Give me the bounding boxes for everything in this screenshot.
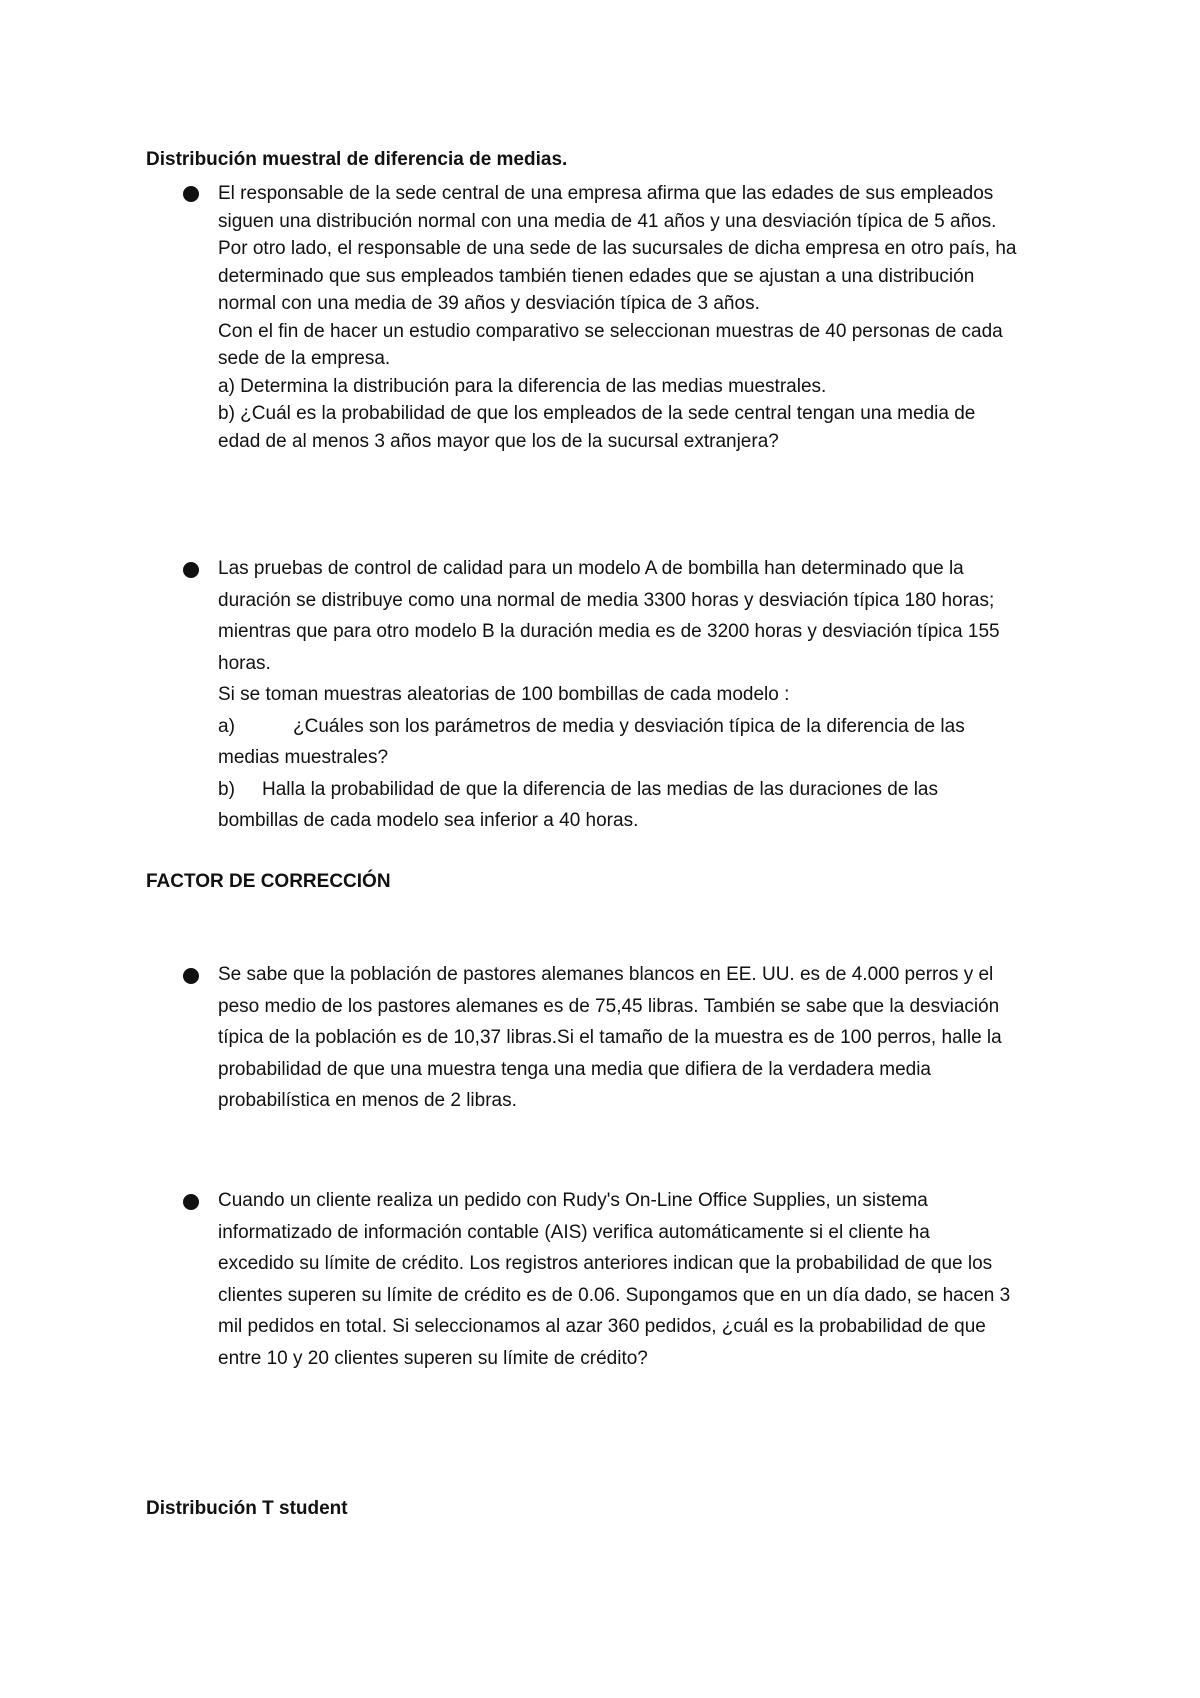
- problem-1-text: El responsable de la sede central de una empresa afirma que las edades de sus empleados siguen una distribución normal con una media de 41 años y una desviación típica de 5 años. Por otro lado, el responsable de una sede de las sucursales de dicha empresa en otro país, ha determinado que sus empleados también tienen edades que se ajustan a una distribución normal con una media de 39 años y desviación típica de 3 años. Con el fin de hacer un estudio comparativo se seleccionan muestras de 40 personas de cada sede de la empresa. a) Determina la distribución para la diferencia de las medias muestrales. b) ¿Cuál es la probabilidad de que los empleados de la sede central tengan una media de edad de al menos 3 años mayor que los de la sucursal extranjera?: [218, 183, 1017, 452]
- problem-4-text: Cuando un cliente realiza un pedido con Rudy's On-Line Office Supplies, un sistema informatizado de información contable (AIS) verifica automáticamente si el cliente ha excedido su límite de crédito. Los registros anteriores indican que la probabilidad de que los clientes superen su límite de crédito es de 0.06. Supongamos que en un día dado, se hacen 3 mil pedidos en total. Si seleccionamos al azar 360 pedidos, ¿cuál es la probabilidad de que entre 10 y 20 clientes superen su límite de crédito?: [218, 1190, 1011, 1369]
- section-heading-diferencia-medias: Distribución muestral de diferencia de medias.: [146, 149, 568, 170]
- bullet-icon: [183, 186, 199, 202]
- problem-3-text: Se sabe que la población de pastores alemanes blancos en EE. UU. es de 4.000 perros y el peso medio de los pastores alemanes es de 75,45 libras. También se sabe que la desviación típica de la población es de 10,37 libras.Si el tamaño de la muestra es de 100 perros, halle la probabilidad de que una muestra tenga una media que difiera de la verdadera media probabilística en menos de 2 libras.: [218, 964, 1002, 1112]
- sub-question-a: a) ¿Cuáles son los parámetros de media y desviación típica de la diferencia de las: [218, 715, 965, 737]
- bullet-icon: [183, 562, 199, 578]
- sub-question-b: b) Halla la probabilidad de que la diferencia de las medias de las duraciones de las: [218, 778, 938, 800]
- problem-2-text: Las pruebas de control de calidad para un modelo A de bombilla han determinado que la duración se distribuye como una normal de media 3300 horas y desviación típica 180 horas; mientras que para otro modelo B la duración media es de 3200 horas y desviación típica 155 horas. Si se toman muestras aleatorias de 100 bombillas de cada modelo : a) ¿Cuáles son los parámetros de media y desviación típica de la diferencia de las medias muestrales? b) Halla la probabilidad de que la diferencia de las medias de las duraciones de las bombillas de cada modelo sea inferior a 40 horas.: [218, 553, 1098, 837]
- bullet-icon: [183, 968, 199, 984]
- section-heading-factor-correccion: FACTOR DE CORRECCIÓN: [146, 871, 391, 892]
- bullet-icon: [183, 1194, 199, 1210]
- section-heading-t-student: Distribución T student: [146, 1498, 348, 1519]
